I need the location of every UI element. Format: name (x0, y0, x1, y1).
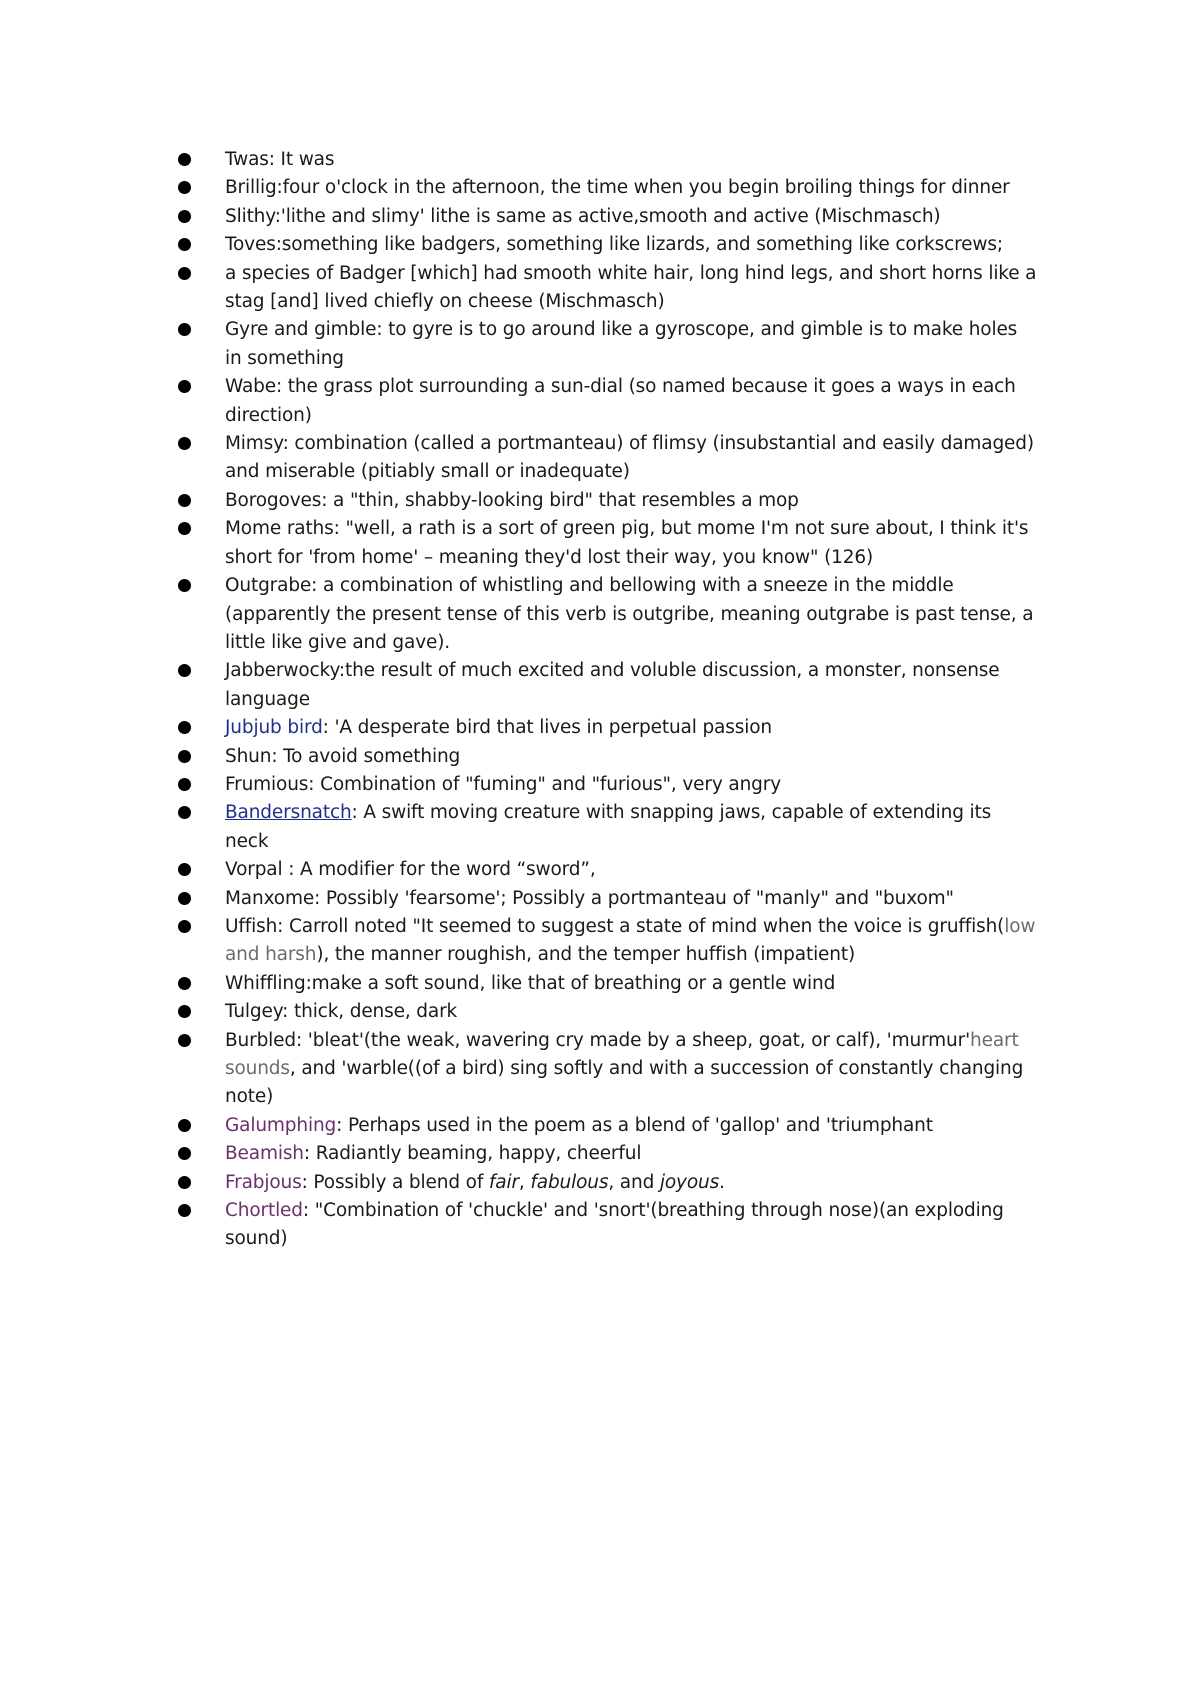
glossary-list (178, 146, 1038, 1254)
list-item (178, 203, 1038, 231)
bullet-icon (178, 494, 191, 507)
list-item (178, 913, 1038, 970)
bullet-icon (178, 267, 191, 280)
definition: make a soft sound, like that of breathing or a gentle wind (311, 972, 836, 994)
list-item (178, 430, 1038, 487)
bullet-icon (178, 892, 191, 905)
definition: A modifier for the word “sword”, (294, 859, 596, 881)
term-beamish: Beamish (225, 1143, 304, 1165)
definition-cont: ), the manner roughish, and the temper huffish (impatient) (316, 944, 856, 966)
term: Jabberwocky: (225, 660, 345, 682)
definition: : Possibly a blend of (301, 1171, 489, 1193)
definition: a "thin, shabby-looking bird" that resembles a mop (327, 489, 799, 511)
bullet-icon (178, 238, 191, 251)
bullet-icon (178, 1034, 191, 1047)
definition: Carroll noted "It seemed to suggest a state of mind when the voice is gruffish( (283, 915, 1005, 937)
italic-word: joyous (659, 1171, 720, 1193)
term: Slithy: (225, 205, 281, 227)
bullet-icon (178, 664, 191, 677)
list-item (178, 1169, 1038, 1197)
definition: something like badgers, something like lizards, and something like corkscrews; (281, 234, 1003, 256)
definition: "well, a rath is a sort of green pig, but mome I'm not sure about, I think it's short for 'from home' – meaning they'd lost their way, you know" (126) (225, 518, 1029, 568)
list-item (178, 714, 1038, 742)
bullet-icon (178, 437, 191, 450)
list-item (178, 572, 1038, 657)
term-chortled: Chortled (225, 1200, 303, 1222)
term: Burbled: (225, 1029, 303, 1051)
definition: : A swift moving creature with snapping jaws, capable of extending its neck (225, 802, 992, 852)
list-item (178, 856, 1038, 884)
list-item (178, 487, 1038, 515)
term: Vorpal : (225, 859, 295, 881)
bullet-icon (178, 1147, 191, 1160)
list-item (178, 771, 1038, 799)
term: Borogoves: (225, 489, 328, 511)
bullet-icon (178, 806, 191, 819)
definition: : Radiantly beaming, happy, cheerful (303, 1143, 642, 1165)
definition: combination (called a portmanteau) of flimsy (insubstantial and easily damaged) and miserable (pitiably small or inadequate) (225, 433, 1034, 483)
definition: the result of much excited and voluble discussion, a monster, nonsense language (225, 660, 1000, 710)
term: Wabe: (225, 376, 283, 398)
definition: 'lithe and slimy' lithe is same as active,smooth and active (Mischmasch) (280, 205, 941, 227)
definition: 'bleat'(the weak, wavering cry made by a sheep, goat, or calf), 'murmur' (302, 1029, 971, 1051)
italic-word: fabulous (530, 1171, 609, 1193)
bullet-icon (178, 1204, 191, 1217)
separator: , (518, 1171, 531, 1193)
term: Toves: (225, 234, 282, 256)
bandersnatch-link[interactable]: Bandersnatch (225, 802, 352, 824)
list-item (178, 146, 1038, 174)
list-item (178, 657, 1038, 714)
definition: a species of Badger [which] had smooth white hair, long hind legs, and short horns like a stag [and] lived chiefly on cheese (Mischmasch) (225, 262, 1037, 313)
term: Manxome: (225, 887, 321, 909)
definition: Possibly 'fearsome'; Possibly a portmanteau of "manly" and "buxom" (320, 887, 954, 909)
bullet-icon (178, 977, 191, 990)
bullet-icon (178, 323, 191, 336)
bullet-icon (178, 380, 191, 393)
bullet-icon (178, 721, 191, 734)
definition: to gyre is to go around like a gyroscope, and gimble is to make holes in something (225, 319, 1018, 369)
bullet-icon (178, 750, 191, 763)
term: Brillig: (225, 177, 283, 199)
list-item (178, 515, 1038, 572)
term: Mimsy: (225, 433, 289, 455)
definition: Combination of "fuming" and "furious", very angry (314, 773, 781, 795)
list-item (178, 1140, 1038, 1168)
bullet-icon (178, 153, 191, 166)
term: Twas: (225, 149, 275, 170)
bullet-icon (178, 1119, 191, 1132)
definition-cont: , and 'warble((of a bird) sing softly and with a succession of constantly changing note) (225, 1058, 1024, 1108)
bullet-icon (178, 181, 191, 194)
bullet-icon (178, 778, 191, 791)
term: Outgrabe: (225, 575, 318, 597)
list-item (178, 998, 1038, 1026)
bullet-icon (178, 1176, 191, 1189)
definition: a combination of whistling and bellowing with a sneeze in the middle (apparently the present tense of this verb is outgribe, meaning outgrabe is past tense, a little like give and gave). (225, 575, 1034, 653)
definition: four o'clock in the afternoon, the time when you begin broiling things for dinner (282, 177, 1010, 199)
bullet-icon (178, 1005, 191, 1018)
list-item (178, 885, 1038, 913)
terminal-punctuation: . (719, 1171, 725, 1193)
definition-aside: heart sounds (225, 1029, 1019, 1079)
term: Whiffling: (225, 972, 312, 994)
definition: It was (274, 149, 335, 170)
list-item (178, 970, 1038, 998)
term: Uffish: (225, 915, 284, 937)
list-item (178, 1027, 1038, 1112)
term-jubjub-bird: Jubjub bird (225, 717, 323, 739)
bullet-icon (178, 920, 191, 933)
list-item (178, 260, 1038, 317)
definition: : "Combination of 'chuckle' and 'snort'(breathing through nose)(an exploding sound) (225, 1200, 1004, 1250)
list-item (178, 174, 1038, 202)
term: Frumious: (225, 773, 315, 795)
term: Tulgey: (225, 1001, 289, 1023)
term-frabjous: Frabjous (225, 1171, 302, 1193)
term: Shun: (225, 745, 278, 767)
separator: , and (608, 1171, 660, 1193)
bullet-icon (178, 863, 191, 876)
bullet-icon (178, 579, 191, 592)
list-item (178, 799, 1038, 856)
definition-aside: low and harsh (225, 915, 1036, 966)
list-item (178, 373, 1038, 430)
list-item (178, 316, 1038, 373)
definition: : 'A desperate bird that lives in perpetual passion (322, 717, 772, 739)
list-item (178, 743, 1038, 771)
bullet-icon (178, 210, 191, 223)
definition: : Perhaps used in the poem as a blend of 'gallop' and 'triumphant (336, 1114, 933, 1136)
definition: To avoid something (277, 745, 461, 767)
term: Mome raths: (225, 518, 340, 540)
term-galumphing: Galumphing (225, 1114, 337, 1136)
bullet-icon (178, 522, 191, 535)
list-item (178, 1197, 1038, 1254)
term: Gyre and gimble: (225, 319, 383, 341)
list-item (178, 1112, 1038, 1140)
list-item (178, 231, 1038, 259)
definition: the grass plot surrounding a sun-dial (so named because it goes a ways in each direction) (225, 376, 1016, 426)
definition: thick, dense, dark (288, 1001, 458, 1023)
italic-word: fair (488, 1171, 519, 1193)
